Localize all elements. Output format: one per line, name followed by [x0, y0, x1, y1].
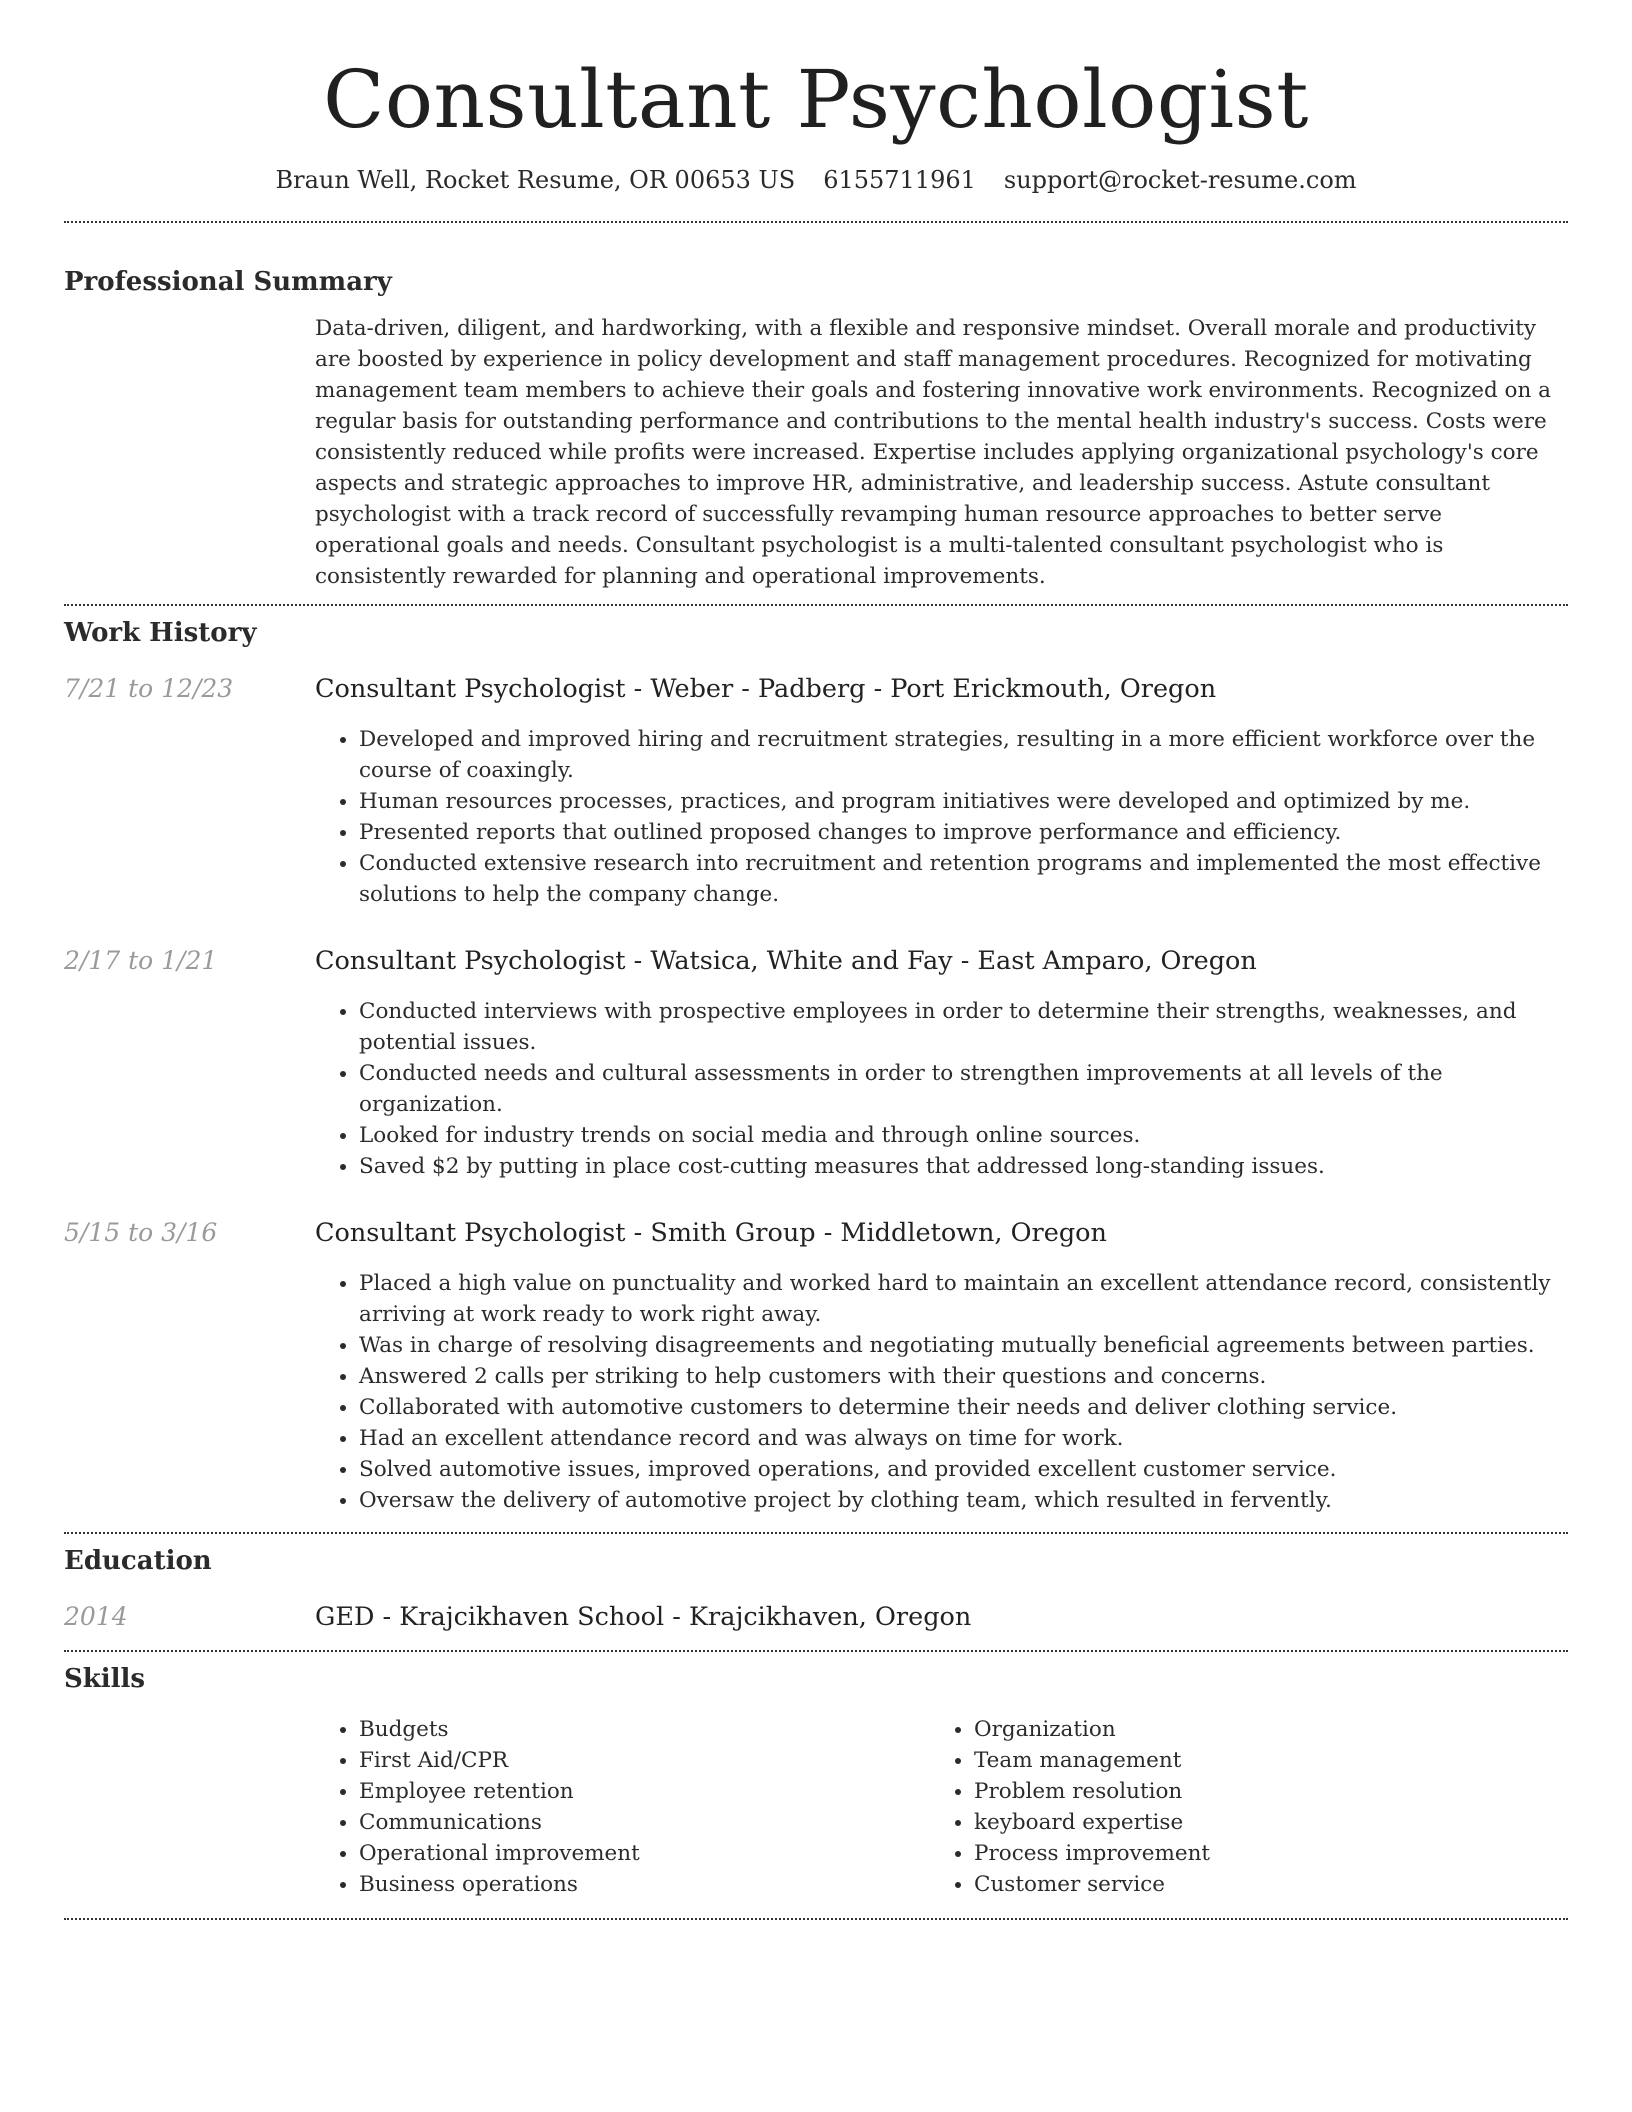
education-heading: GED - Krajcikhaven School - Krajcikhaven, Oregon	[315, 1602, 972, 1632]
job-heading: Consultant Psychologist - Smith Group - Middletown, Oregon	[315, 1218, 1107, 1248]
list-item: • Was in charge of resolving disagreements and negotiating mutually beneficial agreements between parties.	[359, 1330, 1568, 1361]
phone-text: 6155711961	[823, 166, 976, 194]
education-section	[64, 1544, 1568, 1634]
email-text: support@rocket-resume.com	[1003, 166, 1357, 194]
list-item: • Conducted needs and cultural assessments in order to strengthen improvements at all levels of the organization.	[359, 1058, 1568, 1120]
job-heading: Consultant Psychologist - Weber - Padberg - Port Erickmouth, Oregon	[315, 674, 1217, 704]
skill-item: • Customer service	[974, 1869, 1545, 1900]
list-item: • Saved $2 by putting in place cost-cutting measures that addressed long-standing issues.	[359, 1151, 1568, 1182]
list-item: • Presented reports that outlined proposed changes to improve performance and efficiency.	[359, 817, 1568, 848]
skill-item: • Budgets	[359, 1714, 930, 1745]
job-dates: 2/17 to 1/21	[64, 946, 218, 975]
section-title-work-history: Work History	[64, 618, 257, 648]
summary-section	[64, 265, 1568, 592]
divider	[64, 1918, 1568, 1920]
list-item: • Developed and improved hiring and recruitment strategies, resulting in a more efficient workforce over the course of coaxingly.	[359, 724, 1568, 786]
job-entry	[64, 1216, 1568, 1516]
skill-item: • Problem resolution	[974, 1776, 1545, 1807]
contact-line	[64, 164, 1568, 196]
skill-item: • Team management	[974, 1745, 1545, 1776]
skill-item: • Operational improvement	[359, 1838, 930, 1869]
skills-list-right	[930, 1714, 1545, 1900]
skill-item: • First Aid/CPR	[359, 1745, 930, 1776]
skill-item: • keyboard expertise	[974, 1807, 1545, 1838]
skill-item: • Process improvement	[974, 1838, 1545, 1869]
divider	[64, 604, 1568, 606]
list-item: • Collaborated with automotive customers to determine their needs and deliver clothing service.	[359, 1392, 1568, 1423]
work-history-section	[64, 616, 1568, 1516]
skills-list-left	[315, 1714, 930, 1900]
job-dates: 7/21 to 12/23	[64, 674, 234, 703]
divider	[64, 1650, 1568, 1652]
job-dates: 5/15 to 3/16	[64, 1218, 218, 1247]
skills-section	[64, 1662, 1568, 1900]
education-date: 2014	[64, 1602, 128, 1631]
section-title-skills: Skills	[64, 1664, 146, 1694]
job-entry	[64, 944, 1568, 1182]
list-item: • Placed a high value on punctuality and worked hard to maintain an excellent attendance record, consistently arriving at work ready to work right away.	[359, 1268, 1568, 1330]
skill-item: • Employee retention	[359, 1776, 930, 1807]
job-bullets	[315, 1268, 1568, 1516]
job-heading: Consultant Psychologist - Watsica, White and Fay - East Amparo, Oregon	[315, 946, 1257, 976]
skill-item: • Organization	[974, 1714, 1545, 1745]
list-item: • Conducted extensive research into recruitment and retention programs and implemented the most effective solutions to help the company change.	[359, 848, 1568, 910]
job-entry	[64, 672, 1568, 910]
list-item: • Conducted interviews with prospective employees in order to determine their strengths, weaknesses, and potential issues.	[359, 996, 1568, 1058]
job-bullets	[315, 996, 1568, 1182]
divider	[64, 221, 1568, 223]
skill-item: • Communications	[359, 1807, 930, 1838]
job-bullets	[315, 724, 1568, 910]
education-entry	[64, 1600, 1568, 1634]
address-text: Braun Well, Rocket Resume, OR 00653 US	[275, 166, 796, 194]
list-item: • Oversaw the delivery of automotive project by clothing team, which resulted in fervently.	[359, 1485, 1568, 1516]
resume-header	[64, 0, 1568, 196]
candidate-name: Consultant Psychologist	[323, 53, 1309, 146]
skills-columns	[315, 1714, 1568, 1900]
list-item: • Had an excellent attendance record and was always on time for work.	[359, 1423, 1568, 1454]
section-title-education: Education	[64, 1546, 212, 1576]
list-item: • Answered 2 calls per striking to help customers with their questions and concerns.	[359, 1361, 1568, 1392]
resume-page	[64, 0, 1568, 1920]
list-item: • Human resources processes, practices, and program initiatives were developed and optimized by me.	[359, 786, 1568, 817]
list-item: • Looked for industry trends on social media and through online sources.	[359, 1120, 1568, 1151]
section-title-summary: Professional Summary	[64, 267, 392, 297]
divider	[64, 1532, 1568, 1534]
skill-item: • Business operations	[359, 1869, 930, 1900]
list-item: • Solved automotive issues, improved operations, and provided excellent customer service.	[359, 1454, 1568, 1485]
summary-text: Data-driven, diligent, and hardworking, with a flexible and responsive mindset. Overall morale and productivity are boosted by experience in policy development and staff management procedures. Recognized for motivating management team members to achieve their goals and fostering innovative work environments. Recognized on a regular basis for outstanding performance and contributions to the mental health industry's success. Costs were consistently reduced while profits were increased. Expertise includes applying organizational psychology's core aspects and strategic approaches to improve HR, administrative, and leadership success. Astute consultant psychologist with a track record of successfully revamping human resource approaches to better serve operational goals and needs. Consultant psychologist is a multi-talented consultant psychologist who is consistently rewarded for planning and operational improvements.	[315, 316, 1551, 589]
